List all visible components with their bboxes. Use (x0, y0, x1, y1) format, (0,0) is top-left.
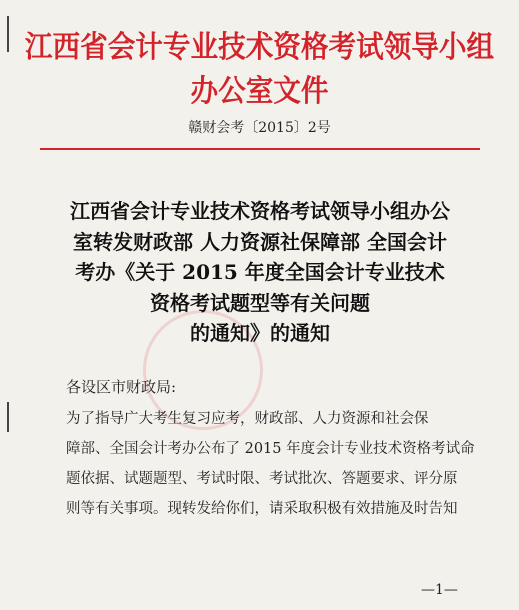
body-line: 题依据、试题题型、考试时限、考试批次、答题要求、评分原 (66, 471, 458, 487)
title-line: 资格考试题型等有关问题 (150, 290, 370, 315)
title-line: 室转发财政部 人力资源社保障部 全国会计 (73, 229, 447, 254)
body-line: 则等有关事项。现转发给你们，请采取积极有效措施及时告知 (66, 501, 458, 517)
body-line: 障部、全国会计考办公布了 2015 年度会计专业技术资格考试命 (66, 441, 475, 457)
header-title: 江西省会计专业技术资格考试领导小组办公室文件 (24, 30, 495, 109)
document-number: 赣财会考〔2015〕2号 (188, 120, 331, 136)
page-number: —1— (421, 582, 458, 598)
salutation: 各设区市财政局: (66, 378, 177, 396)
margin-mark-top (7, 16, 9, 52)
margin-mark-middle (7, 402, 9, 432)
red-divider-rule (40, 148, 480, 150)
body-line: 为了指导广大考生复习应考，财政部、人力资源和社会保 (66, 411, 429, 427)
title-line: 江西省会计专业技术资格考试领导小组办公 (70, 199, 450, 223)
document-title (30, 196, 490, 349)
body-paragraph (66, 404, 486, 524)
title-line: 的通知》的通知 (190, 321, 330, 345)
title-line: 考办《关于 2015 年度全国会计专业技术 (75, 260, 445, 284)
